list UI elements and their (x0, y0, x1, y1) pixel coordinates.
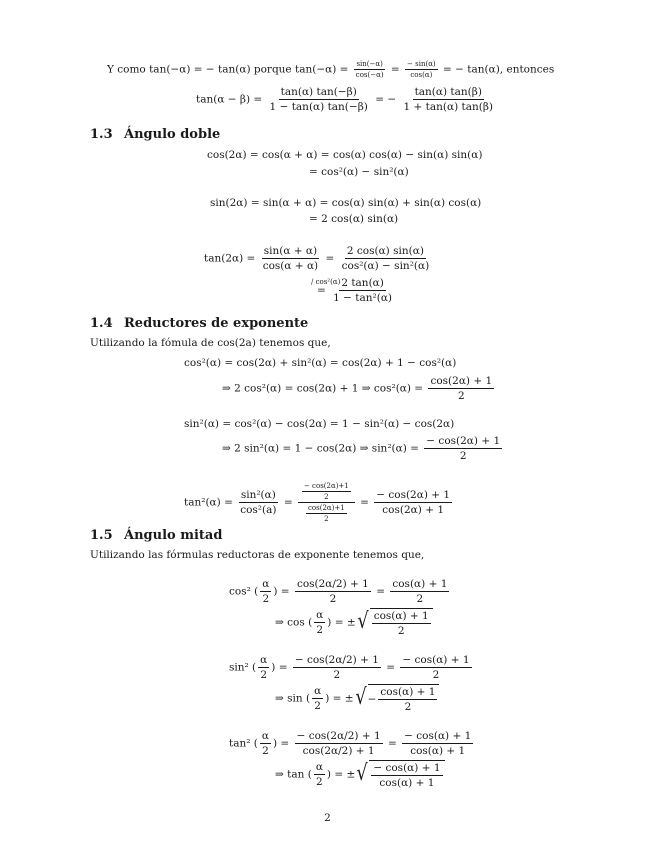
frac-num: − cos(α) + 1 (402, 654, 470, 666)
equals: = (280, 496, 296, 509)
half-angle-fraction (258, 654, 269, 681)
section-number: 1.4 (90, 316, 113, 331)
cos-double-line-1: cos(2α) = cos(α + α) = cos(α) cos(α) − sin(α) sin(α) (207, 149, 483, 161)
eq-lhs: sin² (229, 661, 249, 674)
eq-lhs: ⇒ cos (275, 616, 305, 629)
frac-den: 2 (314, 700, 321, 712)
half-angle-fraction (314, 761, 325, 788)
square-root (355, 760, 444, 789)
plus-minus: = ± (331, 616, 356, 629)
frac-num: α (262, 578, 270, 590)
fraction (371, 762, 442, 789)
frac-num: 2 cos(α) sin(α) (346, 245, 424, 257)
half-angle-fraction (260, 730, 271, 757)
frac-num: sin(−α) (356, 60, 383, 68)
frac-num: − cos(2α) + 1 (376, 489, 451, 501)
frac-num: 2 tan(α) (341, 277, 384, 289)
tan-double-line-1 (204, 245, 433, 272)
frac-den: 2 (260, 669, 268, 681)
fraction-sin-neg (354, 60, 386, 79)
radicand (369, 760, 444, 789)
intro-text-a: Y como tan(−α) = − tan(α) porque tan(−α) = (107, 63, 352, 76)
radicand (370, 608, 433, 637)
fraction (402, 730, 473, 757)
frac-den: 2 (404, 701, 412, 713)
frac-den: 2 (262, 593, 270, 605)
radical-sign: √ (354, 685, 367, 710)
fraction (340, 245, 432, 272)
cos-reducer-line-2 (222, 375, 496, 402)
frac-num: cos(α) + 1 (380, 686, 436, 698)
frac-den: cos(α) (410, 71, 433, 79)
sin-reducer-line-1: sin²(α) = cos²(α) − cos(2α) = 1 − sin²(α) − cos(2α) (184, 418, 455, 430)
frac-den: 2 (329, 593, 337, 605)
frac-num: α (315, 761, 323, 773)
frac-num: − cos(2α/2) + 1 (294, 654, 379, 666)
frac-den: cos(α + α) (262, 260, 319, 272)
cos-half-line-2: ⇒ cos ( $\frac{\alpha}{2}$ ) = ± √ $\frac{\cos(\alpha) + 1}{2}$ (275, 608, 433, 637)
equals: = (382, 661, 399, 674)
cos-double-line-2: = cos²(α) − sin²(α) (309, 166, 409, 178)
page-number: 2 (324, 812, 331, 824)
frac-den: 2 (333, 669, 341, 681)
frac-num: − cos(2α/2) + 1 (296, 730, 381, 742)
frac-den: cos(α) + 1 (379, 777, 435, 789)
square-root (354, 684, 440, 713)
equals: = (277, 585, 293, 598)
fraction (295, 730, 383, 757)
equals: = (275, 661, 291, 674)
tan-diff-equation (196, 86, 497, 113)
frac-den: 2 (457, 390, 465, 402)
cos-reducer-line-1: cos²(α) = cos(2α) + sin²(α) = cos(2α) + 1 − cos²(α) (184, 357, 457, 369)
section-heading-1-4 (90, 316, 308, 331)
fraction (374, 489, 452, 516)
half-angle-fraction (260, 578, 271, 605)
eq-mid: = − (371, 93, 400, 106)
fraction (261, 245, 320, 272)
eq-lhs: tan² (229, 737, 251, 750)
tan-double-line-2 (317, 277, 396, 304)
frac-num: − cos(α) + 1 (373, 762, 441, 774)
half-angle-fraction (314, 609, 325, 636)
fraction (428, 375, 494, 402)
section-title: Reductores de exponente (124, 316, 309, 331)
frac-den: 2 (397, 625, 405, 637)
frac-num: cos(2α) + 1 (430, 375, 493, 387)
section-1-4-intro: Utilizando la fómula de cos(2a) tenemos que, (90, 337, 331, 349)
equals: = (384, 737, 401, 750)
frac-num: cos(2α)+1 (308, 504, 345, 512)
frac-num: sin²(α) (240, 489, 276, 501)
frac-den: 2 (316, 776, 323, 788)
frac-den: 1 − tan²(α) (333, 292, 393, 304)
inner-fraction (302, 482, 351, 501)
frac-num: sin(α + α) (263, 245, 318, 257)
section-heading-1-3 (90, 127, 220, 142)
divide-annotation: / cos²(α) (311, 278, 341, 286)
frac-num: − cos(2α) + 1 (426, 435, 501, 447)
equals: = (322, 252, 338, 265)
sin-double-line-2: = 2 cos(α) sin(α) (309, 213, 399, 225)
radical-sign: √ (356, 761, 368, 786)
frac-num: − sin(α) (407, 60, 436, 68)
frac-num: cos(α) + 1 (392, 578, 448, 590)
eq-text: ⇒ 2 cos²(α) = cos(2α) + 1 ⇒ cos²(α) = (222, 382, 427, 395)
frac-num: cos(2α/2) + 1 (296, 578, 369, 590)
tan-reducer-line (184, 482, 454, 523)
frac-den: 1 − tan(α) tan(−β) (269, 101, 368, 113)
section-1-5-intro: Utilizando las fórmulas reductoras de exponente tenemos que, (90, 549, 425, 561)
frac-num: tan(α) tan(−β) (280, 86, 357, 98)
frac-num: α (314, 685, 322, 697)
frac-den: cos(2α) + 1 (382, 504, 445, 516)
fraction (293, 654, 381, 681)
frac-num: cos(α) + 1 (373, 610, 429, 622)
fraction (424, 435, 502, 462)
equals: = (356, 496, 373, 509)
frac-den: 2 (262, 745, 269, 757)
plus-minus: = ± (329, 692, 354, 705)
frac-den: 2 (324, 493, 329, 501)
fraction-neg-sin (405, 60, 438, 79)
sin-double-line-1: sin(2α) = sin(α + α) = cos(α) sin(α) + sin(α) cos(α) (210, 197, 482, 209)
eq-text: ⇒ 2 sin²(α) = 1 − cos(2α) ⇒ sin²(α) = (222, 442, 423, 455)
frac-den: 2 (459, 450, 467, 462)
minus-sign: − (367, 693, 377, 706)
equals: = (372, 585, 389, 598)
equals: = (277, 737, 293, 750)
fraction (378, 686, 437, 713)
radicand (368, 684, 440, 713)
tan-half-line-1: tan² ( $\frac{\alpha}{2}$ ) = $\frac{- \cos(2\alpha/2) + 1}{\cos(2\alpha/2) + 1}$ = $\frac{- \cos(\alpha) + 1}{\cos(\alpha) + 1}$ (229, 730, 472, 757)
frac-den: cos²(a) (240, 504, 277, 516)
tan-half-line-2: ⇒ tan ( $\frac{\alpha}{2}$ ) = ± √ $\frac{- \cos(\alpha) + 1}{\cos(\alpha) + 1}$ (275, 760, 445, 789)
frac-den: cos²(α) − sin²(α) (341, 260, 430, 272)
eq-lhs: ⇒ tan (275, 768, 305, 781)
frac-den: 2 (316, 624, 324, 636)
fraction (390, 578, 449, 605)
intro-text-b: = − tan(α), entonces (439, 63, 555, 76)
intro-line: Y como tan(−α) = − tan(α) porque tan(−α) = $\frac{\sin(-\alpha)}{\cos(-\alpha)}$ = $\frac{- \sin(\alpha)}{\cos(\alpha)}$ = − tan(α), entonces (107, 60, 555, 79)
fraction (400, 654, 471, 681)
frac-den: 2 (324, 515, 329, 523)
fraction (268, 86, 370, 113)
section-number: 1.5 (90, 528, 113, 543)
cos-half-line-1: cos² ( $\frac{\alpha}{2}$ ) = $\frac{\cos(2\alpha/2) + 1}{2}$ = $\frac{\cos(\alpha) + 1}{2}$ (229, 578, 448, 605)
half-angle-fraction (312, 685, 323, 712)
eq-lhs: tan(2α) = (204, 252, 259, 265)
frac-num: α (316, 609, 324, 621)
frac-num: tan(α) tan(β) (414, 86, 482, 98)
equals: = (317, 284, 330, 297)
frac-den (302, 503, 351, 523)
eq-lhs: cos² (229, 585, 251, 598)
frac-den: 1 + tan(α) tan(β) (403, 101, 494, 113)
frac-den: 2 (416, 593, 424, 605)
frac-den: cos(−α) (355, 71, 384, 79)
eq-lhs: ⇒ sin (275, 692, 303, 705)
frac-den: cos(2α/2) + 1 (302, 745, 375, 757)
frac-num: − cos(2α)+1 (303, 482, 349, 490)
fraction (238, 489, 278, 516)
sin-half-line-2: ⇒ sin ( $\frac{\alpha}{2}$ ) = ± √ − $\frac{\cos(\alpha) + 1}{2}$ (275, 684, 439, 713)
radical-sign: √ (357, 609, 369, 634)
inner-fraction (306, 504, 347, 523)
fraction (372, 610, 431, 637)
eq-lhs: tan(α − β) = (196, 93, 266, 106)
section-number: 1.3 (90, 127, 113, 142)
section-title: Ángulo mitad (124, 528, 223, 543)
sin-half-line-1: sin² ( $\frac{\alpha}{2}$ ) = $\frac{- \cos(2\alpha/2) + 1}{2}$ = $\frac{- \cos(\alpha) + 1}{2}$ (229, 654, 470, 681)
fraction (331, 277, 394, 304)
frac-num: − cos(α) + 1 (404, 730, 472, 742)
sin-reducer-line-2 (222, 435, 504, 462)
frac-den: cos(α) + 1 (410, 745, 466, 757)
section-title: Ángulo doble (124, 127, 221, 142)
fraction (295, 578, 371, 605)
frac-den: 2 (432, 669, 440, 681)
compound-fraction (298, 482, 355, 523)
frac-num: α (260, 654, 268, 666)
square-root (356, 608, 433, 637)
section-heading-1-5 (90, 528, 222, 543)
fraction (401, 86, 495, 113)
eq-lhs: tan²(α) = (184, 496, 237, 509)
frac-num: α (261, 730, 269, 742)
frac-num (298, 482, 355, 503)
plus-minus: = ± (331, 768, 356, 781)
